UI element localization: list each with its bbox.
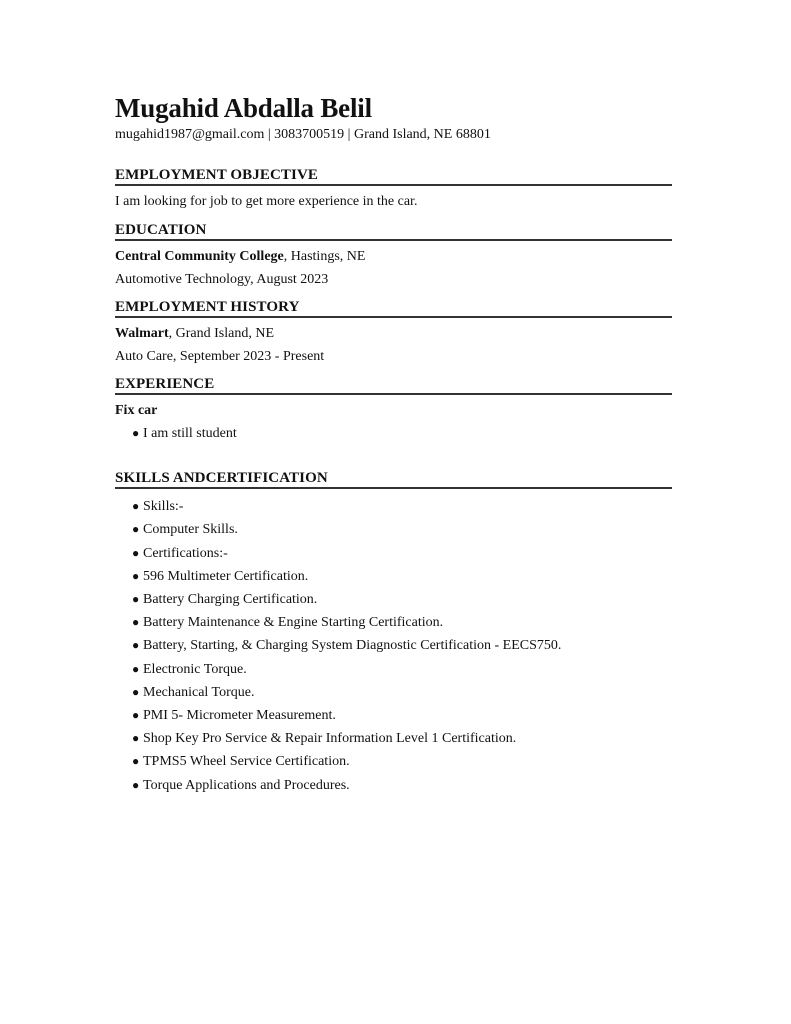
list-item bbox=[132, 774, 672, 797]
education-detail: Automotive Technology, August 2023 bbox=[115, 272, 329, 287]
bullet-icon: ● bbox=[132, 638, 140, 653]
employment-section bbox=[115, 298, 672, 368]
list-item-text: Electronic Torque. bbox=[143, 661, 247, 677]
list-item bbox=[132, 634, 672, 657]
list-item bbox=[132, 542, 672, 565]
list-item-text: Battery Maintenance & Engine Starting Certification. bbox=[143, 615, 444, 631]
resume-page bbox=[115, 92, 672, 797]
list-item-text: I am still student bbox=[143, 426, 237, 441]
list-item bbox=[132, 611, 672, 634]
objective-text: I am looking for job to get more experience in the car. bbox=[115, 194, 418, 209]
bullet-icon: ● bbox=[132, 754, 140, 769]
list-item-text: Computer Skills. bbox=[143, 522, 238, 538]
employment-detail: Auto Care, September 2023 - Present bbox=[115, 349, 325, 364]
list-item bbox=[132, 658, 672, 681]
bullet-icon: ● bbox=[132, 615, 140, 630]
contact-line: mugahid1987@gmail.com | 3083700519 | Grand Island, NE 68801 bbox=[115, 127, 491, 142]
employment-employer: Walmart bbox=[115, 326, 169, 341]
bullet-icon: ● bbox=[132, 661, 140, 676]
education-school: Central Community College bbox=[115, 249, 284, 264]
employment-location: , Grand Island, NE bbox=[168, 326, 275, 341]
list-item bbox=[132, 495, 672, 518]
bullet-icon: ● bbox=[132, 592, 140, 607]
list-item bbox=[132, 750, 672, 773]
list-item bbox=[132, 681, 672, 704]
list-item-text: Battery, Starting, & Charging System Diagnostic Certification - EECS750. bbox=[143, 638, 562, 654]
list-item bbox=[132, 422, 672, 445]
bullet-icon: ● bbox=[132, 777, 140, 792]
experience-title: Fix car bbox=[115, 403, 158, 418]
list-item-text: Certifications:- bbox=[143, 545, 228, 561]
section-heading-objective: EMPLOYMENT OBJECTIVE bbox=[115, 166, 672, 186]
list-item bbox=[132, 727, 672, 750]
bullet-icon: ● bbox=[132, 522, 140, 537]
bullet-icon: ● bbox=[132, 684, 140, 699]
list-item-text: TPMS5 Wheel Service Certification. bbox=[143, 754, 350, 770]
section-heading-skills: SKILLS ANDCERTIFICATION bbox=[115, 469, 672, 489]
bullet-icon: ● bbox=[132, 708, 140, 723]
experience-section bbox=[115, 375, 672, 445]
bullet-icon: ● bbox=[132, 731, 140, 746]
section-heading-education: EDUCATION bbox=[115, 221, 672, 241]
list-item bbox=[132, 588, 672, 611]
candidate-name: Mugahid Abdalla Belil bbox=[115, 93, 372, 123]
bullet-icon: ● bbox=[132, 545, 140, 560]
bullet-icon: ● bbox=[132, 499, 140, 514]
skills-section bbox=[115, 469, 672, 797]
education-location: , Hastings, NE bbox=[283, 249, 366, 264]
list-item-text: Mechanical Torque. bbox=[143, 684, 255, 700]
education-school-line bbox=[115, 245, 672, 268]
experience-title-line bbox=[115, 399, 672, 422]
list-item-text: Shop Key Pro Service & Repair Information Level 1 Certification. bbox=[143, 731, 517, 747]
list-item-text: PMI 5- Micrometer Measurement. bbox=[143, 708, 336, 724]
education-section bbox=[115, 221, 672, 291]
section-heading-employment: EMPLOYMENT HISTORY bbox=[115, 298, 672, 318]
list-item bbox=[132, 518, 672, 541]
objective-section bbox=[115, 166, 672, 213]
experience-list bbox=[115, 422, 672, 445]
list-item bbox=[132, 565, 672, 588]
list-item-text: Battery Charging Certification. bbox=[143, 592, 318, 608]
section-heading-experience: EXPERIENCE bbox=[115, 375, 672, 395]
list-item bbox=[132, 704, 672, 727]
list-item-text: 596 Multimeter Certification. bbox=[143, 568, 309, 584]
list-item-text: Torque Applications and Procedures. bbox=[143, 777, 350, 793]
list-item-text: Skills:- bbox=[143, 499, 184, 515]
bullet-icon: ● bbox=[132, 568, 140, 583]
bullet-icon: ● bbox=[132, 426, 140, 440]
employment-employer-line bbox=[115, 322, 672, 345]
skills-list bbox=[115, 495, 672, 797]
